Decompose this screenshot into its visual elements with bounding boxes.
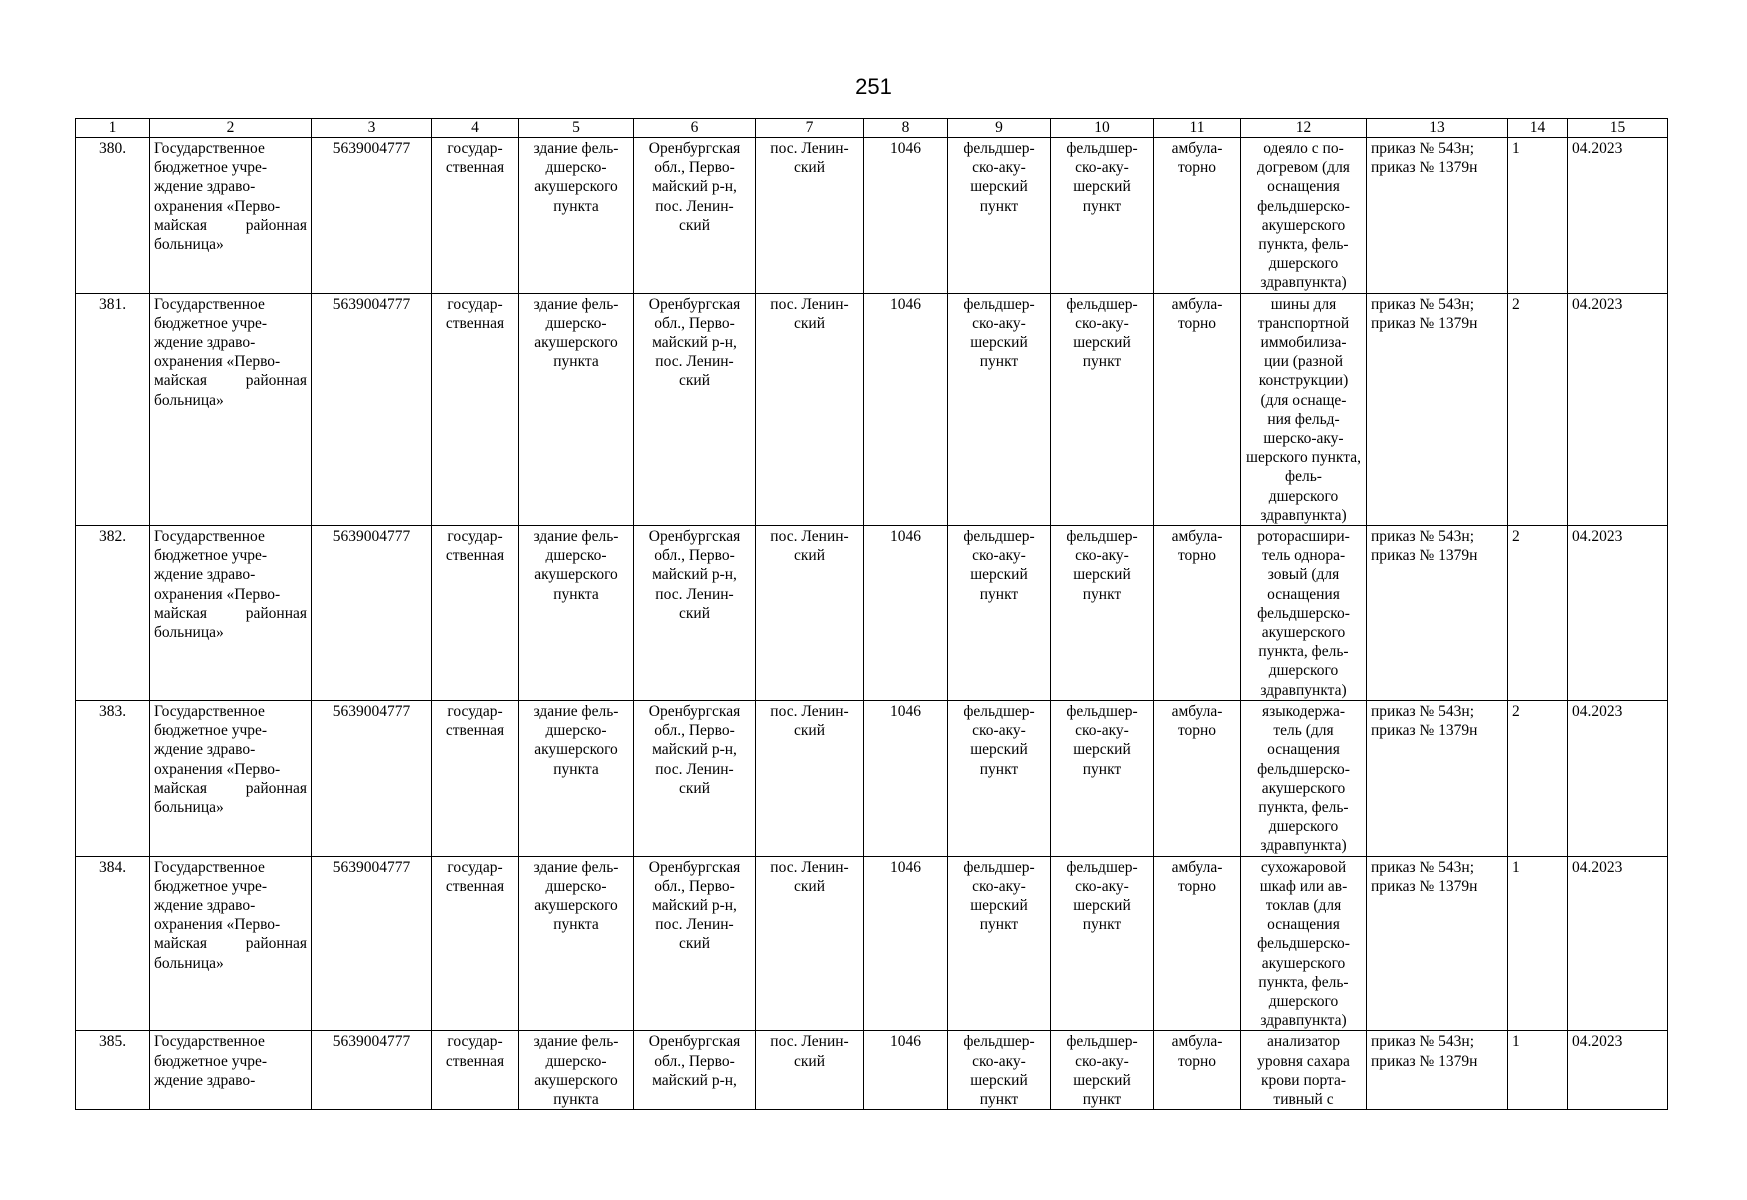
address-cell [634,1031,756,1110]
unit-name-cell [1051,856,1154,1031]
date-value-cell [1568,526,1668,701]
unit-name: фельдшер- ско-аку- шерский пункт [1066,295,1138,371]
building-name-cell [519,856,634,1031]
date-value: 04.2023 [1572,140,1623,157]
date-value: 04.2023 [1572,295,1623,313]
building-name: здание фель- дшерско- акушерского пункта [533,702,619,778]
address-cell [634,700,756,856]
quantity: 1 [1512,140,1520,157]
inn-value: 5639004777 [332,702,411,720]
row-number-cell [76,526,150,701]
date-value: 04.2023 [1572,1033,1623,1051]
order-reference-cell [1367,526,1508,701]
page-number: 251 [855,74,892,99]
unit-name: фельдшер- ско-аку- шерский пункт [1066,702,1138,778]
ownership-form: государ- ственная [445,702,505,740]
address-cell [634,526,756,701]
care-form-cell [1154,293,1241,525]
row-number-cell [76,856,150,1031]
quantity: 2 [1512,702,1520,720]
quantity-cell [1508,293,1568,525]
equipment-name: сухожаровой шкаф или ав- токлав (для оснащения фельдшерско- акушерского пункта, фель- дшерского здравпункта) [1257,858,1350,1030]
table-row [76,700,1668,856]
settlement-cell [756,293,864,525]
ownership-form-cell [432,1031,519,1110]
row-number-cell [76,700,150,856]
unit-type: фельдшер- ско-аку- шерский пункт [963,295,1035,371]
table-header-row [76,119,1668,138]
organization-name: Государственное бюджетное учре- ждение здраво- охранения «Перво- майская районная больница» [154,858,307,972]
building-name: здание фель- дшерско- акушерского пункта [533,295,619,371]
code-value: 1046 [890,528,921,546]
organization-name-cell [150,856,312,1031]
code-value-cell [864,700,948,856]
settlement: пос. Ленин- ский [770,858,849,895]
table-body [76,119,1668,1110]
inn-value-cell [312,856,432,1031]
date-value: 04.2023 [1572,528,1623,546]
order-reference: приказ № 543н; приказ № 1379н [1371,528,1478,565]
code-value: 1046 [890,140,921,157]
quantity-cell [1508,1031,1568,1110]
code-value: 1046 [890,295,921,313]
ownership-form-cell [432,700,519,856]
inn-value-cell [312,700,432,856]
building-name: здание фель- дшерско- акушерского пункта [533,858,619,934]
address-cell [634,856,756,1031]
unit-type: фельдшер- ско-аку- шерский пункт [963,528,1035,603]
building-name-cell [519,293,634,525]
column-header-5: 5 [519,119,634,138]
unit-name-cell [1051,700,1154,856]
column-header-7: 7 [756,119,864,138]
quantity-cell [1508,138,1568,294]
address: Оренбургская обл., Перво- майский р-н, пос. Ленин- ский [648,702,741,797]
organization-name-cell [150,1031,312,1110]
table-row [76,293,1668,525]
code-value-cell [864,138,948,294]
organization-name-cell [150,526,312,701]
quantity: 1 [1512,1033,1520,1051]
care-form: амбула- торно [1171,1033,1223,1070]
inn-value-cell [312,526,432,701]
code-value: 1046 [890,1033,921,1051]
unit-name-cell [1051,526,1154,701]
unit-type-cell [948,700,1051,856]
date-value: 04.2023 [1572,702,1623,720]
ownership-form: государ- ственная [445,140,505,177]
care-form-cell [1154,856,1241,1031]
building-name-cell [519,1031,634,1110]
equipment-name: шины для транспортной иммобилиза- ции (разной конструкции) (для оснаще- ния фельд- шерско-аку- шерского пункта, фель- дшерского здравпункта) [1246,295,1361,524]
order-reference-cell [1367,138,1508,294]
inn-value-cell [312,138,432,294]
organization-name: Государственное бюджетное учре- ждение здраво- [154,1033,268,1089]
unit-type-cell [948,293,1051,525]
code-value: 1046 [890,702,921,720]
organization-name: Государственное бюджетное учре- ждение здраво- охранения «Перво- майская районная больница» [154,702,307,816]
ownership-form: государ- ственная [445,295,505,332]
column-header-12: 12 [1241,119,1367,138]
equipment-name: роторасшири- тель однора- зовый (для оснащения фельдшерско- акушерского пункта, фель- дшерского здравпункта) [1257,528,1350,699]
column-header-2: 2 [150,119,312,138]
row-number: 383. [98,702,127,720]
order-reference-cell [1367,293,1508,525]
settlement-cell [756,700,864,856]
address-cell [634,138,756,294]
code-value-cell [864,856,948,1031]
row-number-cell [76,1031,150,1110]
care-form: амбула- торно [1171,702,1223,740]
column-header-14: 14 [1508,119,1568,138]
equipment-name: анализатор уровня сахара крови порта- тивный с [1257,1033,1350,1108]
building-name: здание фель- дшерско- акушерского пункта [533,528,619,603]
order-reference: приказ № 543н; приказ № 1379н [1371,858,1478,895]
unit-type-cell [948,1031,1051,1110]
settlement-cell [756,138,864,294]
quantity: 1 [1512,858,1520,876]
organization-name-cell [150,293,312,525]
settlement: пос. Ленин- ский [770,702,849,740]
equipment-name: одеяло с по- догревом (для оснащения фельдшерско- акушерского пункта, фель- дшерского здравпункта) [1257,140,1350,292]
row-number: 381. [98,295,127,313]
column-header-11: 11 [1154,119,1241,138]
address: Оренбургская обл., Перво- майский р-н, пос. Ленин- ский [648,140,741,234]
care-form-cell [1154,526,1241,701]
settlement: пос. Ленин- ский [770,140,849,177]
code-value-cell [864,526,948,701]
unit-name: фельдшер- ско-аку- шерский пункт [1066,140,1138,215]
building-name: здание фель- дшерско- акушерского пункта [533,1033,619,1108]
column-header-15: 15 [1568,119,1668,138]
row-number-cell [76,138,150,294]
date-value-cell [1568,138,1668,294]
organization-name: Государственное бюджетное учре- ждение здраво- охранения «Перво- майская районная больница» [154,528,307,642]
unit-type: фельдшер- ско-аку- шерский пункт [963,858,1035,934]
order-reference-cell [1367,700,1508,856]
ownership-form: государ- ственная [445,528,505,565]
date-value-cell [1568,856,1668,1031]
column-header-4: 4 [432,119,519,138]
date-value-cell [1568,1031,1668,1110]
ownership-form-cell [432,856,519,1031]
inn-value-cell [312,293,432,525]
care-form: амбула- торно [1171,528,1223,565]
column-header-3: 3 [312,119,432,138]
unit-type-cell [948,526,1051,701]
inn-value: 5639004777 [332,295,411,313]
inn-value: 5639004777 [332,858,411,876]
quantity-cell [1508,856,1568,1031]
building-name: здание фель- дшерско- акушерского пункта [533,140,619,215]
column-header-10: 10 [1051,119,1154,138]
settlement-cell [756,856,864,1031]
settlement: пос. Ленин- ский [770,528,849,565]
quantity: 2 [1512,528,1520,546]
care-form-cell [1154,1031,1241,1110]
row-number: 380. [98,140,127,157]
unit-name-cell [1051,138,1154,294]
unit-name-cell [1051,1031,1154,1110]
registry-table [75,118,1668,1110]
order-reference: приказ № 543н; приказ № 1379н [1371,702,1478,740]
care-form: амбула- торно [1171,295,1223,332]
table-row [76,856,1668,1031]
ownership-form: государ- ственная [445,858,505,895]
ownership-form-cell [432,526,519,701]
code-value-cell [864,293,948,525]
organization-name: Государственное бюджетное учре- ждение здраво- охранения «Перво- майская районная больница» [154,295,307,409]
order-reference-cell [1367,856,1508,1031]
equipment-name-cell [1241,700,1367,856]
settlement-cell [756,526,864,701]
table-row [76,526,1668,701]
order-reference-cell [1367,1031,1508,1110]
inn-value: 5639004777 [332,1033,411,1051]
organization-name-cell [150,138,312,294]
unit-type: фельдшер- ско-аку- шерский пункт [963,140,1035,215]
unit-type-cell [948,138,1051,294]
order-reference: приказ № 543н; приказ № 1379н [1371,295,1478,332]
building-name-cell [519,526,634,701]
table-row [76,1031,1668,1110]
inn-value-cell [312,1031,432,1110]
column-header-8: 8 [864,119,948,138]
care-form: амбула- торно [1171,140,1223,177]
organization-name-cell [150,700,312,856]
row-number: 384. [98,858,127,876]
unit-type: фельдшер- ско-аку- шерский пункт [963,702,1035,778]
building-name-cell [519,700,634,856]
inn-value: 5639004777 [332,140,411,157]
settlement: пос. Ленин- ский [770,1033,849,1070]
address: Оренбургская обл., Перво- майский р-н, пос. Ленин- ский [648,528,741,622]
settlement: пос. Ленин- ский [770,295,849,332]
equipment-name-cell [1241,1031,1367,1110]
ownership-form-cell [432,293,519,525]
date-value-cell [1568,700,1668,856]
equipment-name-cell [1241,138,1367,294]
row-number: 382. [98,528,127,546]
care-form-cell [1154,700,1241,856]
ownership-form-cell [432,138,519,294]
unit-name: фельдшер- ско-аку- шерский пункт [1066,528,1138,603]
unit-type-cell [948,856,1051,1031]
quantity-cell [1508,700,1568,856]
care-form-cell [1154,138,1241,294]
unit-name: фельдшер- ско-аку- шерский пункт [1066,1033,1138,1108]
quantity-cell [1508,526,1568,701]
address-cell [634,293,756,525]
column-header-6: 6 [634,119,756,138]
column-header-13: 13 [1367,119,1508,138]
equipment-name-cell [1241,526,1367,701]
ownership-form: государ- ственная [445,1033,505,1070]
column-header-1: 1 [76,119,150,138]
order-reference: приказ № 543н; приказ № 1379н [1371,1033,1478,1070]
date-value: 04.2023 [1572,858,1623,876]
equipment-name-cell [1241,293,1367,525]
address: Оренбургская обл., Перво- майский р-н, пос. Ленин- ский [648,295,741,390]
order-reference: приказ № 543н; приказ № 1379н [1371,140,1478,177]
building-name-cell [519,138,634,294]
equipment-name: языкодержа- тель (для оснащения фельдшерско- акушерского пункта, фель- дшерского здравпункта) [1257,702,1350,855]
row-number: 385. [98,1033,127,1051]
inn-value: 5639004777 [332,528,411,546]
settlement-cell [756,1031,864,1110]
unit-name: фельдшер- ско-аку- шерский пункт [1066,858,1138,934]
care-form: амбула- торно [1171,858,1223,895]
unit-type: фельдшер- ско-аку- шерский пункт [963,1033,1035,1108]
unit-name-cell [1051,293,1154,525]
equipment-name-cell [1241,856,1367,1031]
row-number-cell [76,293,150,525]
address: Оренбургская обл., Перво- майский р-н, [648,1033,741,1089]
address: Оренбургская обл., Перво- майский р-н, пос. Ленин- ский [648,858,741,953]
organization-name: Государственное бюджетное учре- ждение здраво- охранения «Перво- майская районная больница» [154,140,307,254]
date-value-cell [1568,293,1668,525]
table-row [76,138,1668,294]
quantity: 2 [1512,295,1520,313]
code-value-cell [864,1031,948,1110]
code-value: 1046 [890,858,921,876]
column-header-9: 9 [948,119,1051,138]
